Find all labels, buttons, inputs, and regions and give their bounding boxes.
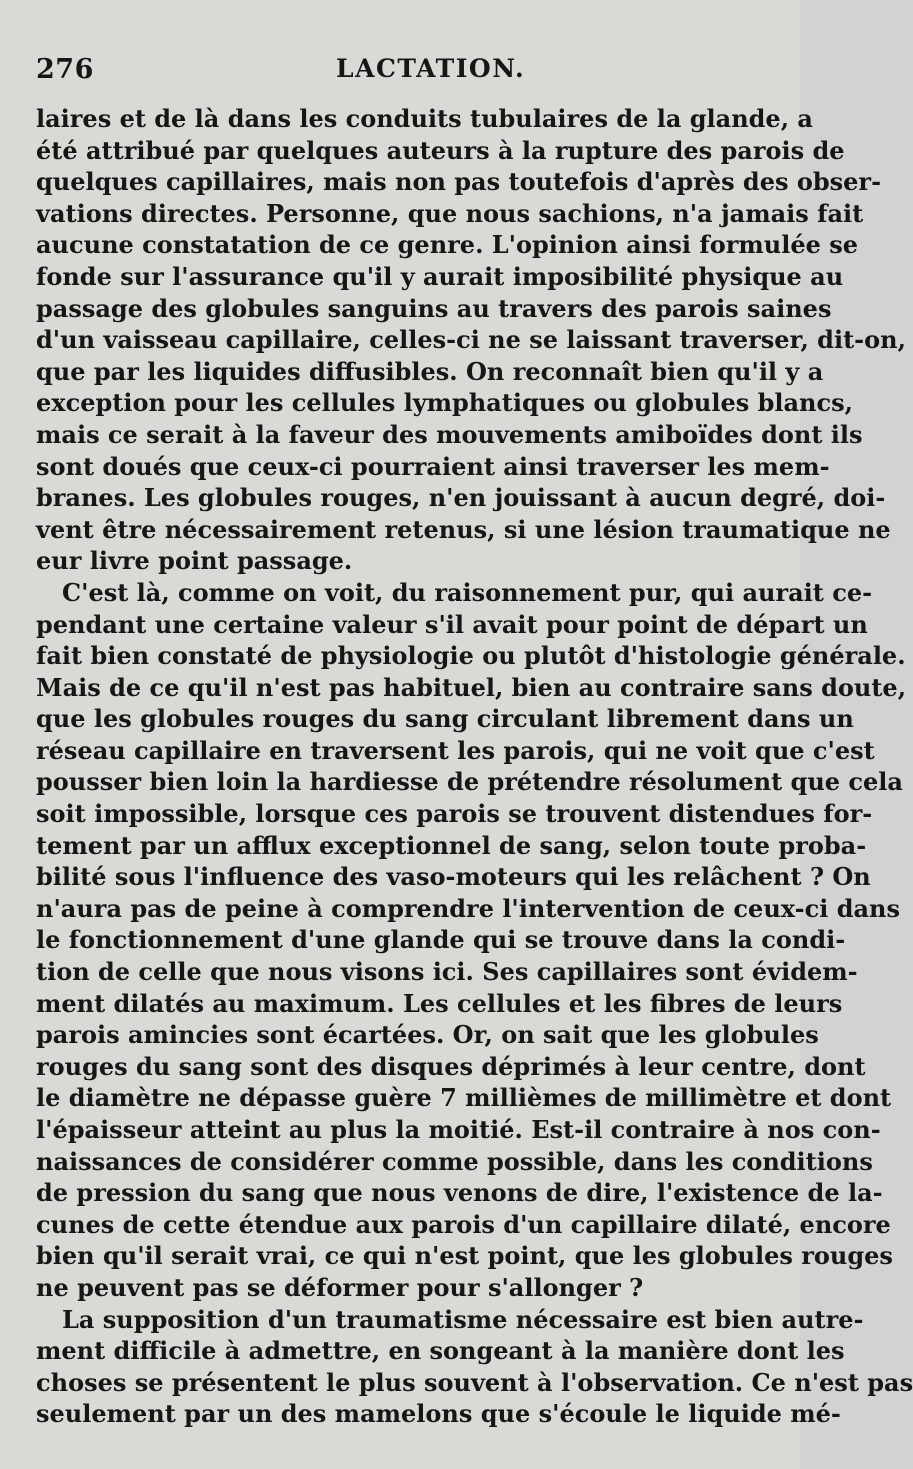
text-line: ment dilatés au maximum. Les cellules et les fibres de leurs [36,988,843,1018]
text-line: pousser bien loin la hardiesse de prétendre résolument que cela [36,767,903,797]
text-line: bilité sous l'influence des vaso-moteurs qui les relâchent ? On [36,862,871,892]
text-line: rouges du sang sont des disques déprimés à leur centre, dont [36,1051,866,1081]
text-line: La supposition d'un traumatisme nécessaire est bien autre- [62,1304,864,1334]
page-number: 276 [36,54,94,85]
text-line: fait bien constaté de physiologie ou plutôt d'histologie générale. [36,641,906,671]
text-line: fonde sur l'assurance qu'il y aurait imposibilité physique au [36,261,844,291]
text-line: tement par un afflux exceptionnel de sang, selon toute proba- [36,830,867,860]
text-line: ment difficile à admettre, en songeant à la manière dont les [36,1336,845,1366]
text-line: branes. Les globules rouges, n'en jouissant à aucun degré, doi- [36,483,886,513]
text-line: que par les liquides diffusibles. On reconnaît bien qu'il y a [36,356,824,386]
text-line: soit impossible, lorsque ces parois se trouvent distendues for- [36,799,873,829]
text-line: Mais de ce qu'il n'est pas habituel, bien au contraire sans doute, [36,672,907,702]
text-line: quelques capillaires, mais non pas toutefois d'après des obser- [36,167,882,197]
text-line: d'un vaisseau capillaire, celles-ci ne se laissant traverser, dit-on, [36,325,906,355]
text-line: laires et de là dans les conduits tubulaires de la glande, a [36,104,813,133]
text-line: mais ce serait à la faveur des mouvements amiboïdes dont ils [36,419,863,449]
text-line: ne peuvent pas se déformer pour s'allonger ? [36,1272,644,1302]
text-line: aucune constatation de ce genre. L'opinion ainsi formulée se [36,230,858,260]
text-line: C'est là, comme on voit, du raisonnement pur, qui aurait ce- [62,577,873,607]
running-title: LACTATION. [336,54,526,83]
paragraph-2 [36,577,907,1304]
text-line: de pression du sang que nous venons de dire, l'existence de la- [36,1178,883,1208]
paragraph-1 [36,103,906,577]
text-line: passage des globules sanguins au travers des parois saines [36,293,832,323]
text-line: choses se présentent le plus souvent à l'observation. Ce n'est pas [36,1367,913,1397]
text-line: exception pour les cellules lymphatiques ou globules blancs, [36,388,853,418]
text-line: n'aura pas de peine à comprendre l'intervention de ceux-ci dans [36,893,900,923]
text-line: seulement par un des mamelons que s'écoule le liquide mé- [36,1399,841,1429]
text-line: l'épaisseur atteint au plus la moitié. Est-il contraire à nos con- [36,1115,881,1144]
text-line: sont doués que ceux-ci pourraient ainsi traverser les mem- [36,451,830,481]
text-line: vent être nécessairement retenus, si une lésion traumatique ne [36,514,891,544]
text-line: cunes de cette étendue aux parois d'un capillaire dilaté, encore [36,1209,891,1239]
text-line: réseau capillaire en traversent les parois, qui ne voit que c'est [36,735,875,765]
text-line: que les globules rouges du sang circulant librement dans un [36,704,854,734]
body-text [36,103,913,1430]
text-line: vations directes. Personne, que nous sachions, n'a jamais fait [36,198,864,228]
text-line: été attribué par quelques auteurs à la rupture des parois de [36,135,845,165]
text-line: le fonctionnement d'une glande qui se trouve dans la condi- [36,925,846,955]
text-line: parois amincies sont écartées. Or, on sait que les globules [36,1020,819,1050]
paragraph-3 [36,1304,913,1430]
text-line: le diamètre ne dépasse guère 7 millièmes de millimètre et dont [36,1083,892,1113]
page-header [36,54,756,94]
text-line: bien qu'il serait vrai, ce qui n'est point, que les globules rouges [36,1241,893,1271]
text-line: naissances de considérer comme possible, dans les conditions [36,1146,873,1176]
text-line: pendant une certaine valeur s'il avait pour point de départ un [36,609,868,639]
text-line: eur livre point passage. [36,546,353,576]
text-line: tion de celle que nous visons ici. Ses capillaires sont évidem- [36,957,858,987]
